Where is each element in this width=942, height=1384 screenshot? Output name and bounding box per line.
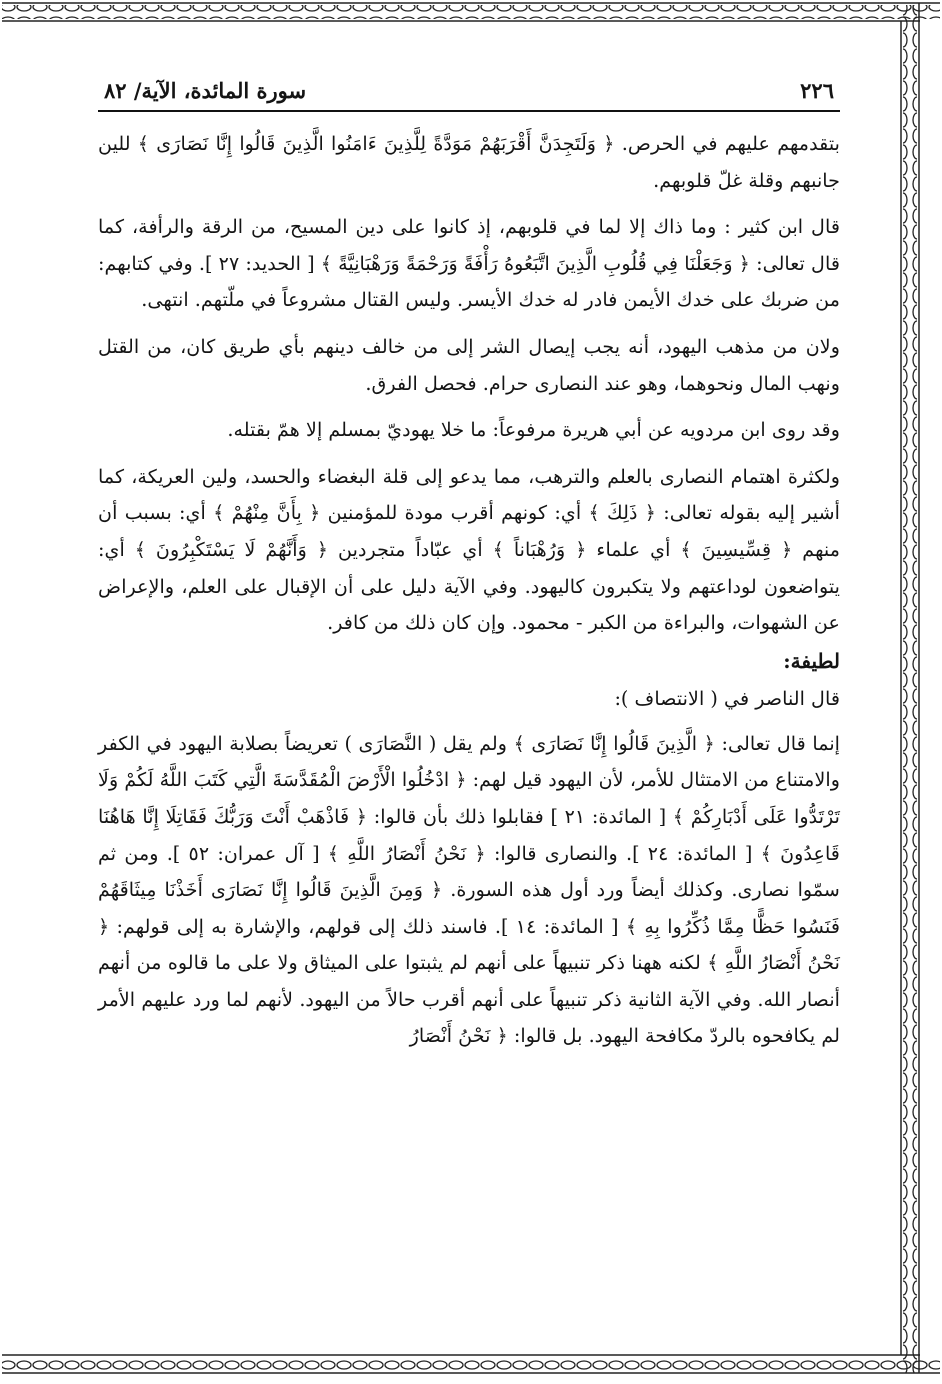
page-header [98, 72, 840, 108]
paragraph-knowledge: ولكثرة اهتمام النصارى بالعلم والترهب، مما يدعو إلى قلة البغضاء والحسد، ولين العريكة، كما أشير إليه بقوله تعالى: ﴿ ذَلِكَ ﴾ أي: كونهم أقرب مودة للمؤمنين ﴿ بِأَنَّ مِنْهُمْ ﴾ أي: بسبب أن منهم ﴿ قِسِّيسِينَ ﴾ أي علماء ﴿ وَرُهْبَاناً ﴾ أي عبّاداً متجردين ﴿ وَأَنَّهُمْ لَا يَسْتَكْبِرُونَ ﴾ أي: يتواضعون لوداعتهم ولا يتكبرون كاليهود. وفي الآية دليل على أن الإقبال على العلم، والإعراض عن الشهوات، والبراءة من الكبر - محمود. وإن كان ذلك من كافر. [98, 464, 840, 635]
paragraph-ibn-kathir: قال ابن كثير : وما ذاك إلا لما في قلوبهم، إذ كانوا على دين المسيح، من الرقة والرأفة، كما قال تعالى: ﴿ وَجَعَلْنَا فِي قُلُوبِ الَّذِينَ اتَّبَعُوهُ رَأْفَةً وَرَحْمَةً وَرَهْبَانِيَّةً ﴾ [ الحديد: ٢٧ ]. وفي كتابهم: من ضربك على خدك الأيمن فادر له خدك الأيسر. وليس القتال مشروعاً في ملّتهم. انتهى. [98, 215, 840, 312]
paragraph-intro: بتقدمهم عليهم في الحرص. ﴿ وَلَتَجِدَنَّ أَقْرَبَهُمْ مَوَدَّةً لِلَّذِينَ ءَامَنُوا الَّذِينَ قَالُوا إِنَّا نَصَارَى ﴾ للين جانبهم وقلة غلّ قلوبهم. [98, 132, 840, 192]
section-heading-latifa: لطيفة: [783, 648, 840, 673]
latifa-intro: قال الناصر في ( الانتصاف ): [614, 686, 840, 710]
latifa-body: إنما قال تعالى: ﴿ الَّذِينَ قَالُوا إِنَّا نَصَارَى ﴾ ولم يقل ( النَّصَارَى ) تعريضاً بصلابة اليهود في الكفر والامتناع من الامتثال للأمر، لأن اليهود قيل لهم: ﴿ ادْخُلُوا الْأَرْضَ الْمُقَدَّسَةَ الَّتِي كَتَبَ اللَّهُ لَكُمْ وَلَا تَرْتَدُّوا عَلَى أَدْبَارِكُمْ ﴾ [ المائدة: ٢١ ] فقابلوا ذلك بأن قالوا: ﴿ فَاذْهَبْ أَنْتَ وَرَبُّكَ فَقَاتِلَا إِنَّا هَاهُنَا قَاعِدُونَ ﴾ [ المائدة: ٢٤ ]. والنصارى قالوا: ﴿ نَحْنُ أَنْصَارُ اللَّهِ ﴾ [ آل عمران: ٥٢ ]. ومن ثم سمّوا نصارى. وكذلك أيضاً ورد أول هذه السورة. ﴿ وَمِنَ الَّذِينَ قَالُوا إِنَّا نَصَارَى أَخَذْنَا مِيثَاقَهُمْ فَنَسُوا حَظًّا مِمَّا ذُكِّرُوا بِهِ ﴾ [ المائدة: ١٤ ]. فاسند ذلك إلى قولهم، والإشارة به إلى قولهم: ﴿ نَحْنُ أَنْصَارُ اللَّهِ ﴾ لكنه ههنا ذكر تنبيهاً على أنهم لم يثبتوا على الميثاق ولا على ما قالوه من أنهم أنصار الله. وفي الآية الثانية ذكر تنبيهاً على أنهم أقرب حالاً من اليهود. لأنهم لما ورد عليهم الأمر لم يكافحوه بالردّ مكافحة اليهود. بل قالوا: ﴿ نَحْنُ أَنْصَارُ [98, 731, 840, 1048]
page-number: ٢٢٦ [800, 77, 834, 103]
paragraph-jews-doctrine: ولان من مذهب اليهود، أنه يجب إيصال الشر إلى من خالف دينهم بأي طريق كان، من القتل ونهب المال ونحوهما، وهو عند النصارى حرام. فحصل الفرق. [98, 334, 840, 395]
running-title: سورة المائدة، الآية/ ٨٢ [104, 77, 307, 103]
book-page [98, 72, 840, 1332]
header-rule [98, 110, 840, 112]
paragraph-hadith: وقد روى ابن مردويه عن أبي هريرة مرفوعاً: ما خلا يهوديّ بمسلم إلا همّ بقتله. [227, 418, 840, 442]
